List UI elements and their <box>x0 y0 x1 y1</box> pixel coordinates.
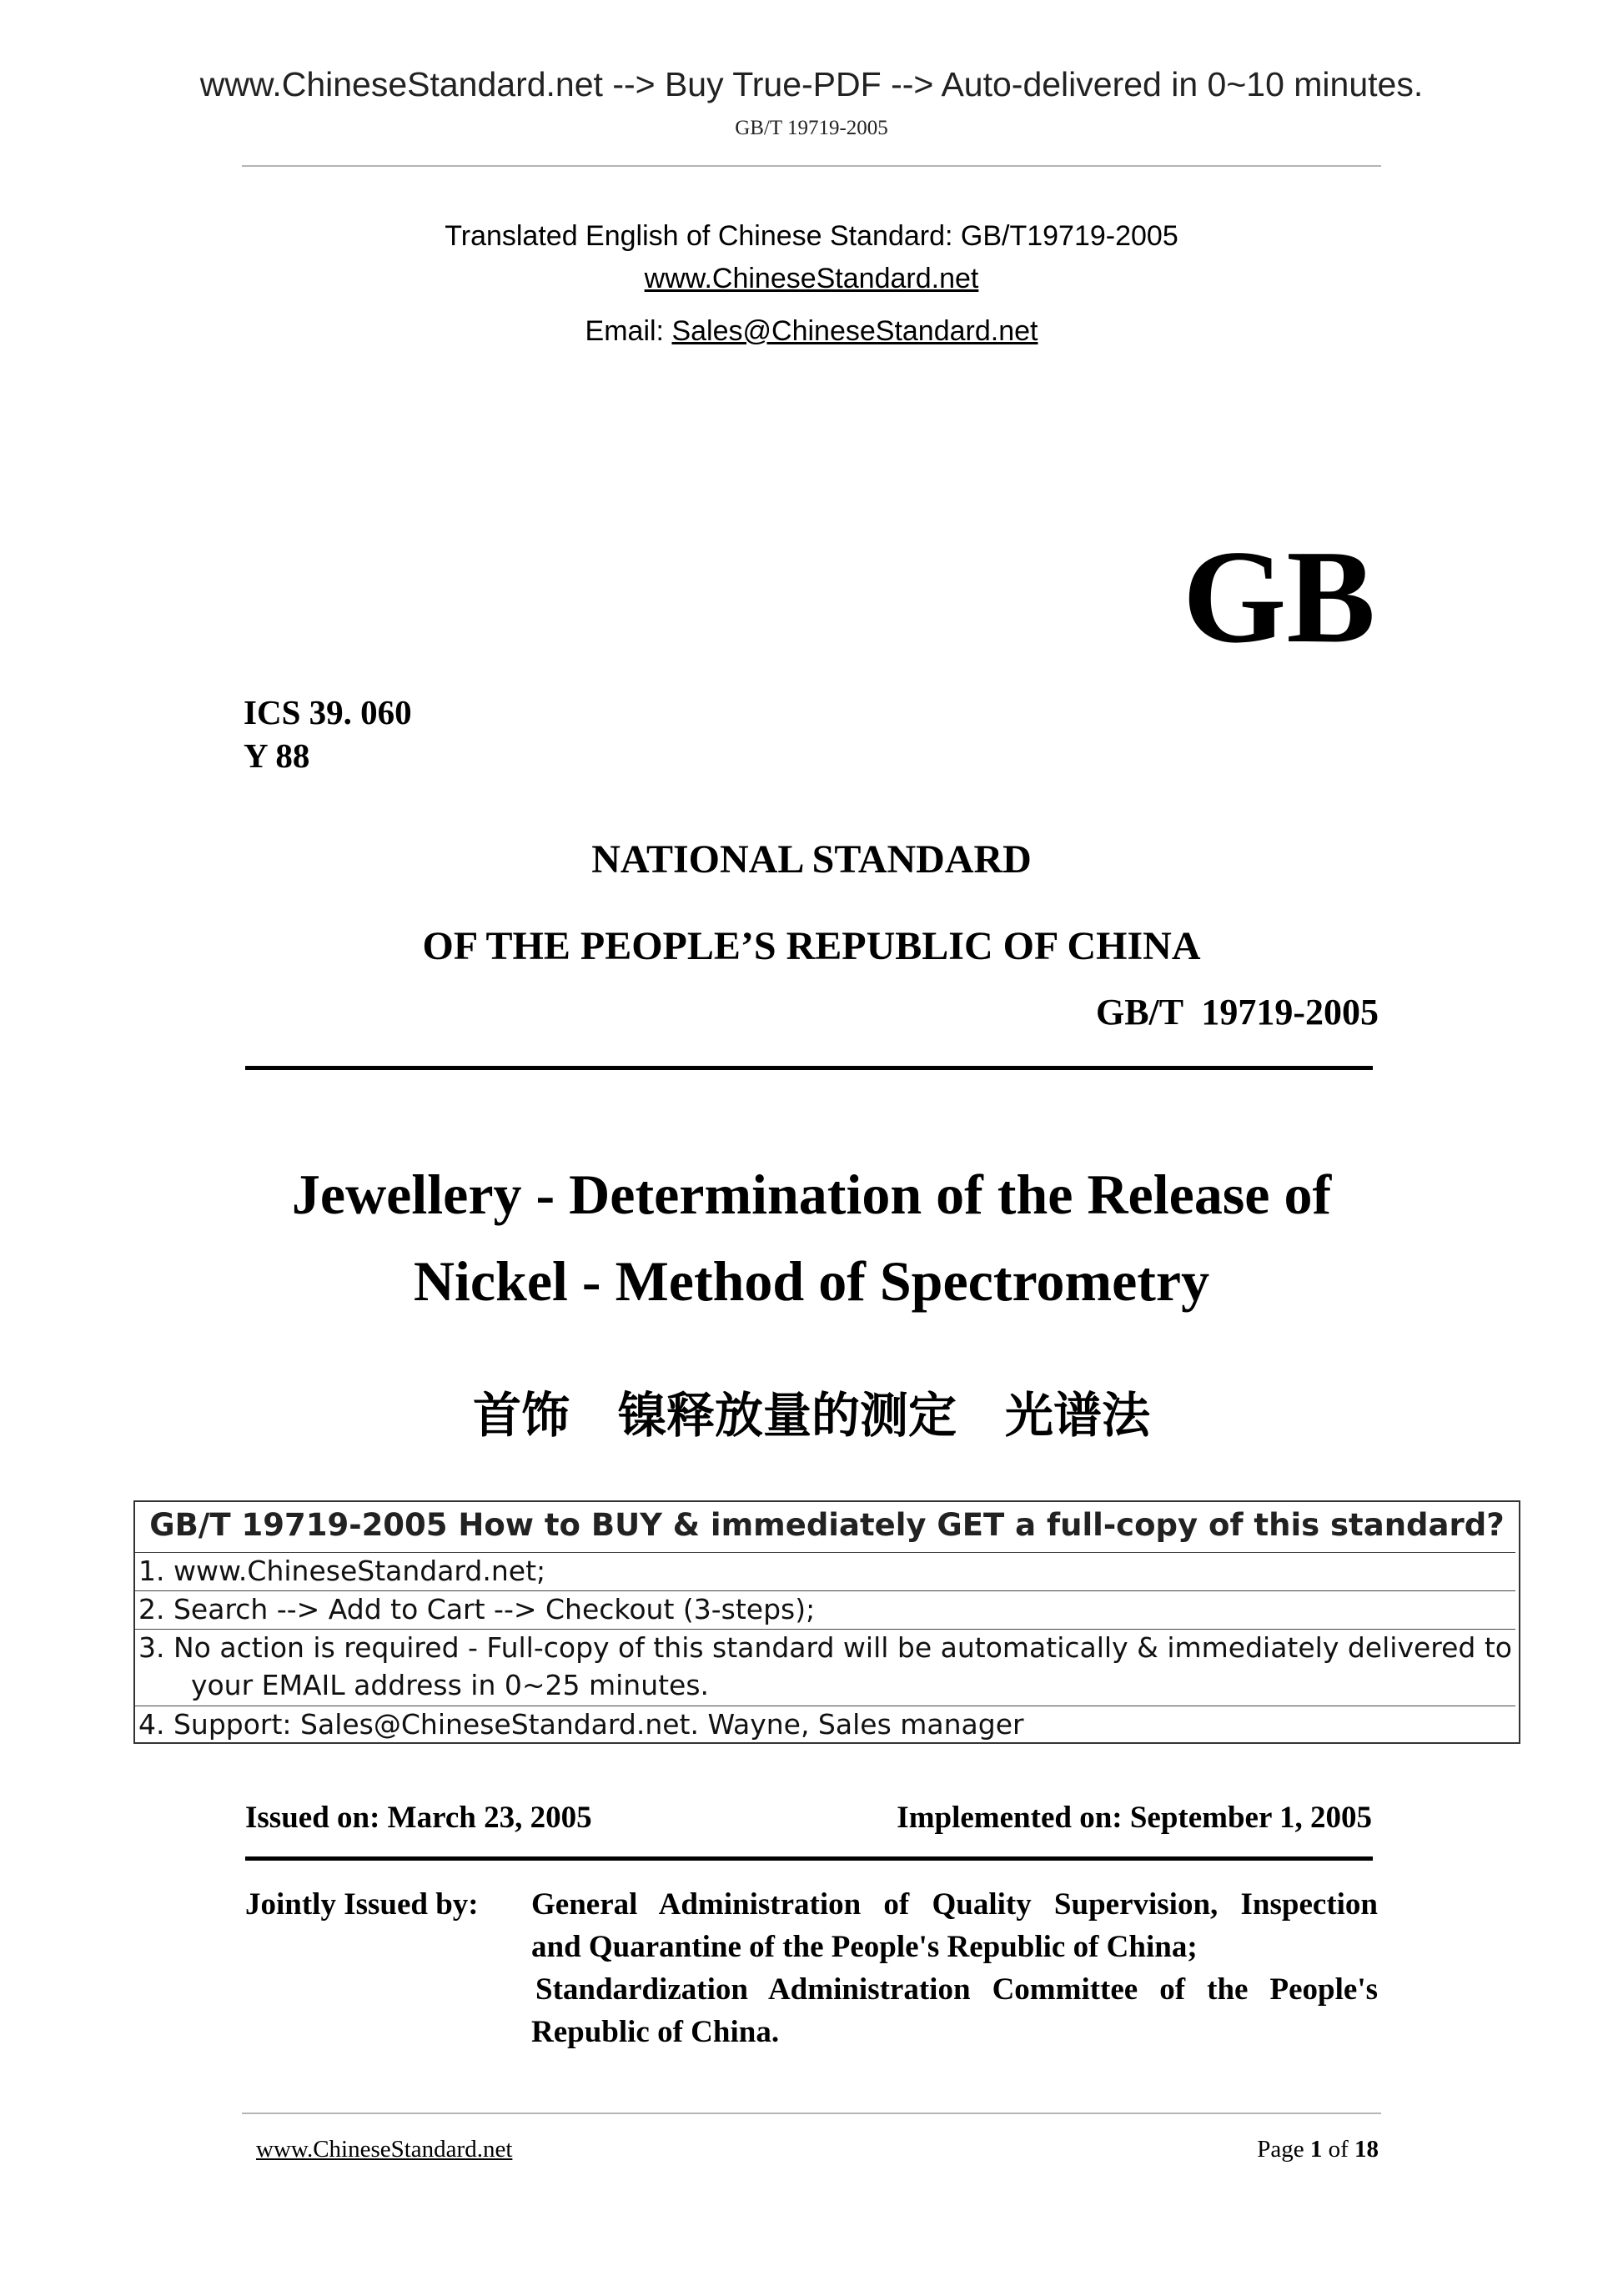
buy-instructions-box <box>133 1500 1520 1744</box>
page-indicator <box>1257 2136 1379 2163</box>
issuer-line: and Quarantine of the People's Republic of China; <box>531 1930 1198 1964</box>
footer-divider <box>242 2113 1381 2114</box>
translation-line: Translated English of Chinese Standard: GB/T19719-2005 <box>445 220 1178 252</box>
page-current: 1 <box>1309 2136 1323 2163</box>
doc-title-en-line2: Nickel - Method of Spectrometry <box>413 1249 1210 1313</box>
dates-divider <box>245 1856 1373 1861</box>
doc-title-zh: 首饰 镍释放量的测定 光谱法 <box>472 1389 1150 1443</box>
standard-title-line1: NATIONAL STANDARD <box>591 837 1032 882</box>
issuer-line: Republic of China. <box>531 2015 780 2049</box>
buy-box-item: 2. Search --> Add to Cart --> Checkout (3-steps); <box>135 1590 1515 1629</box>
header-doc-code: GB/T 19719-2005 <box>735 117 888 139</box>
page-total: 18 <box>1354 2136 1379 2163</box>
title-divider <box>245 1066 1373 1070</box>
page-label: Page <box>1257 2136 1304 2163</box>
issued-date: Issued on: March 23, 2005 <box>245 1801 592 1835</box>
translation-website-link[interactable]: www.ChineseStandard.net <box>644 263 979 294</box>
footer-website-link[interactable]: www.ChineseStandard.net <box>256 2136 513 2163</box>
header-divider <box>242 165 1381 167</box>
ics-code: ICS 39. 060 <box>244 693 412 731</box>
issuer-line: General Administration of Quality Supervision, Inspection <box>531 1887 1378 1922</box>
issuers-label: Jointly Issued by: <box>245 1887 479 1922</box>
buy-box-item: 3. No action is required - Full-copy of this standard will be automatically & immediately delivered to <box>135 1629 1515 1667</box>
issuer-line: Standardization Administration Committee of the People's <box>535 1972 1378 2007</box>
gb-logo: GB <box>1183 522 1376 671</box>
standard-title-line2: OF THE PEOPLE’S REPUBLIC OF CHINA <box>422 924 1201 968</box>
buy-box-heading: GB/T 19719-2005 How to BUY & immediately GET a full-copy of this standard? <box>149 1507 1505 1543</box>
page-of: of <box>1328 2136 1349 2163</box>
ccs-code: Y 88 <box>244 736 310 775</box>
buy-box-item: your EMAIL address in 0~25 minutes. <box>138 1669 710 1701</box>
standard-number: GB/T 19719-2005 <box>1095 992 1379 1032</box>
doc-title-en-line1: Jewellery - Determination of the Release of <box>291 1163 1332 1226</box>
email-label: Email: <box>585 315 664 347</box>
footer-website <box>256 2136 512 2163</box>
translation-website <box>0 263 1623 295</box>
email-link[interactable]: Sales@ChineseStandard.net <box>671 315 1038 347</box>
implemented-date: Implemented on: September 1, 2005 <box>897 1801 1372 1835</box>
buy-box-item: 1. www.ChineseStandard.net; <box>135 1552 1515 1590</box>
buy-box-item: 4. Support: Sales@ChineseStandard.net. Wayne, Sales manager <box>135 1706 1515 1744</box>
header-banner: www.ChineseStandard.net --> Buy True-PDF --> Auto-delivered in 0~10 minutes. <box>199 65 1424 103</box>
translation-email <box>0 315 1623 348</box>
